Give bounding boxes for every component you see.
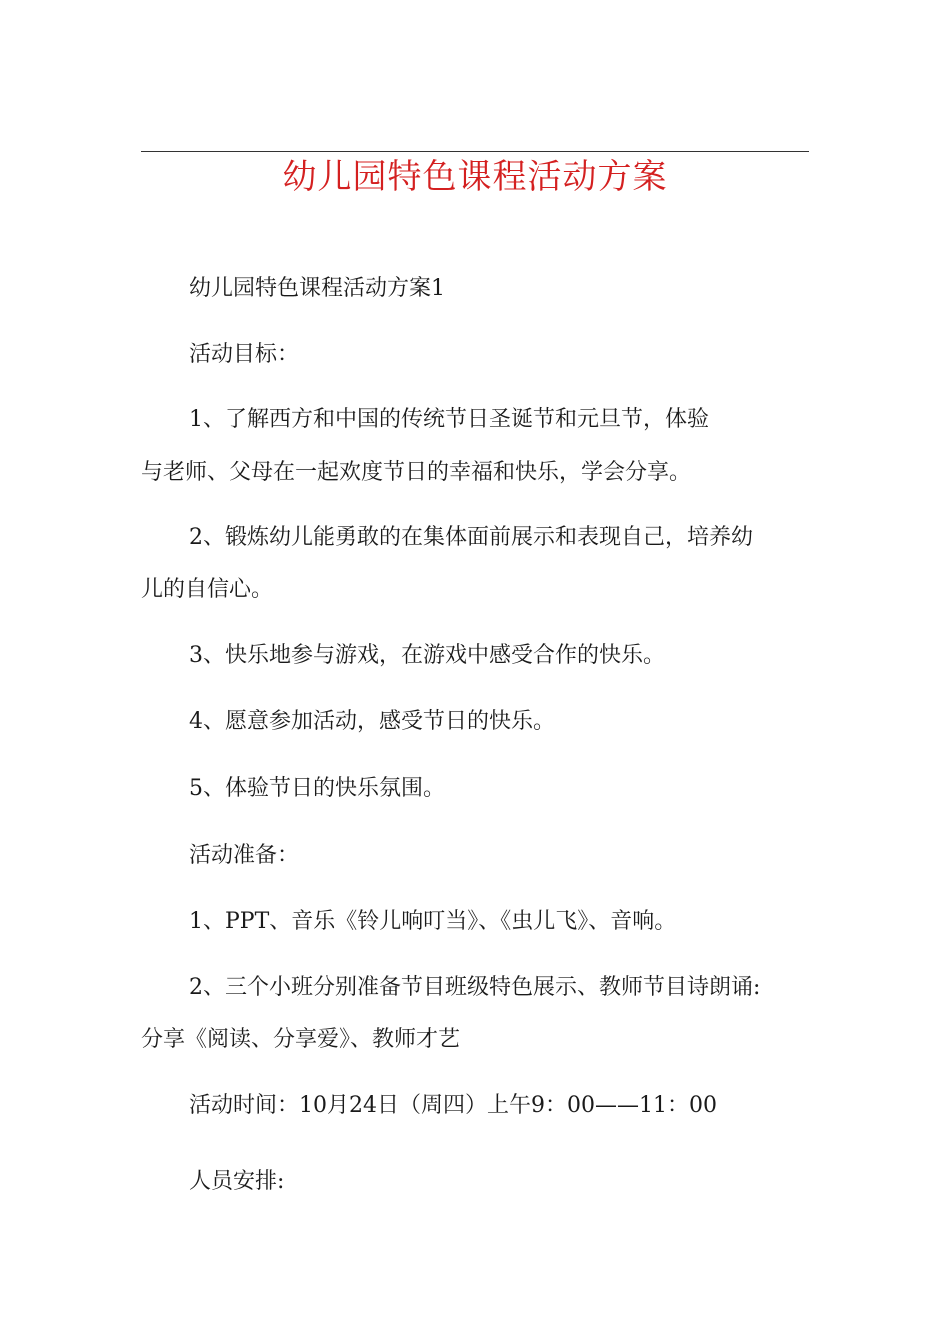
paragraph-prep-2-cont: 分享《阅读、分享爱》、教师才艺 — [141, 1027, 461, 1052]
paragraph-goal-3: 3、快乐地参与游戏，在游戏中感受合作的快乐。 — [189, 643, 665, 668]
document-title: 幼儿园特色课程活动方案 — [282, 157, 668, 197]
paragraph-goal-1: 1、了解西方和中国的传统节日圣诞节和元旦节，体验 — [189, 407, 709, 432]
paragraph-staff-heading: 人员安排: — [189, 1169, 285, 1194]
paragraph-prep-2: 2、三个小班分别准备节目班级特色展示、教师节目诗朗诵: — [189, 975, 761, 1000]
paragraph-goal-4: 4、愿意参加活动，感受节日的快乐。 — [189, 709, 555, 734]
paragraph-prep-heading: 活动准备： — [189, 843, 300, 868]
section-heading: 幼儿园特色课程活动方案1 — [189, 276, 445, 301]
paragraph-goals-heading: 活动目标： — [189, 342, 300, 367]
paragraph-goal-5: 5、体验节日的快乐氛围。 — [189, 776, 445, 801]
paragraph-goal-1-cont: 与老师、父母在一起欢度节日的幸福和快乐，学会分享。 — [141, 460, 692, 485]
paragraph-prep-1: 1、PPT、音乐《铃儿响叮当》、《虫儿飞》、音响。 — [189, 909, 677, 934]
paragraph-time: 活动时间：10月24日（周四）上午9：00——11：00 — [189, 1093, 717, 1118]
paragraph-goal-2: 2、锻炼幼儿能勇敢的在集体面前展示和表现自己，培养幼 — [189, 525, 753, 550]
paragraph-goal-2-cont: 儿的自信心。 — [141, 577, 274, 602]
